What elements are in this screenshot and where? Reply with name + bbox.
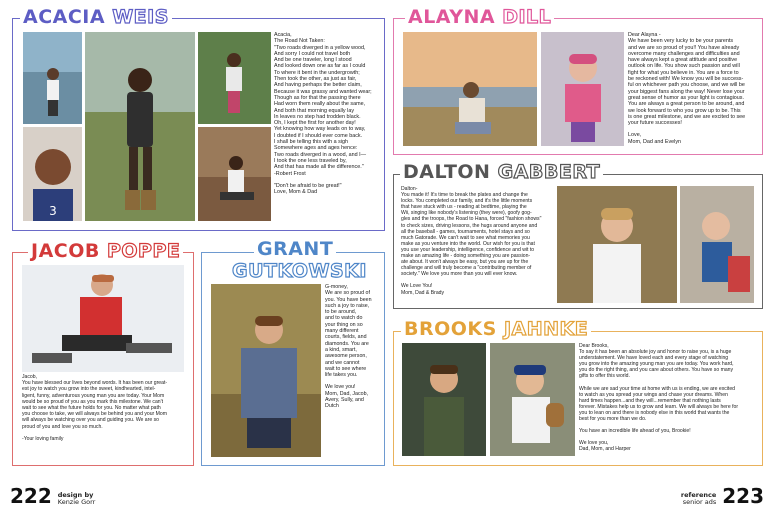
dalton-gabbert-name xyxy=(400,163,603,182)
alayna-photo-child xyxy=(541,32,624,146)
dalton-photo-senior xyxy=(557,186,677,303)
alayna-first-name: ALAYNA xyxy=(408,6,496,28)
alayna-letter-line: fight for what you believe in. You are a force to xyxy=(628,69,739,76)
right-credit-line2: senior ads xyxy=(682,498,717,506)
acacia-photo-field xyxy=(85,32,195,221)
alayna-letter-line: Mom, Dad and Evelyn xyxy=(628,138,682,145)
dalton-letter-line: challenge and will truly become a "contributing member of xyxy=(401,265,532,272)
grant-letter-line: Dutch xyxy=(325,403,339,410)
alayna-letter-line: great sense of humor as your light is contagious. xyxy=(628,94,744,101)
dalton-letter-line: make an amazing life - doing something you are passion- xyxy=(401,253,531,260)
dalton-letter xyxy=(401,186,553,306)
acacia-letter-line: In leaves no step had trodden black. xyxy=(274,113,361,120)
acacia-photo-dock xyxy=(198,127,271,221)
right-page-number: 223 xyxy=(722,484,764,508)
brooks-last-name: JAHNKE xyxy=(503,318,589,340)
jacob-letter-line: wait to see what the future holds for you. No matter what path xyxy=(22,405,161,412)
grant-last-name: GUTKOWSKI xyxy=(232,260,367,282)
alayna-letter-line: Dear Alayna - xyxy=(628,32,661,38)
jacob-letter-line: You have blessed our lives beyond words. It has been our great- xyxy=(22,380,168,387)
right-credit xyxy=(681,492,716,506)
brooks-jahnke-name xyxy=(401,320,591,339)
acacia-letter-line: Acacia, xyxy=(274,32,292,38)
jacob-poppe-name xyxy=(28,242,183,261)
brooks-letter-line: to watch as you spread your wings and chase your dreams. When xyxy=(579,391,728,398)
alayna-photo-lake xyxy=(403,32,537,146)
acacia-letter-line: The Road Not Taken: xyxy=(274,38,325,45)
jacob-last-name: POPPE xyxy=(106,240,181,262)
acacia-letter-line: And be one traveler, long I stood xyxy=(274,57,352,64)
alayna-letter-line: your biggest fans along the way! Never lose your xyxy=(628,88,745,95)
acacia-photo-beach xyxy=(23,32,82,124)
brooks-letter-line: forever. Mistakes help us to grow and learn. We will always be here for xyxy=(579,403,739,410)
grant-photo-senior xyxy=(211,284,321,457)
dalton-letter-line: you use your leadership, intelligence, confidence and wit to xyxy=(401,246,535,253)
acacia-letter-line: And sorry I could not travel both xyxy=(274,50,351,57)
grant-letter-line: to be around, xyxy=(325,309,357,316)
dalton-letter-line: make as you venture into the world. Our wish for you is that xyxy=(401,240,535,247)
jacob-letter xyxy=(22,374,192,462)
svg-text:3: 3 xyxy=(49,204,57,218)
brooks-letter-line: you do the right thing, and you care about others. You have so many xyxy=(579,367,734,374)
grant-letter-line: wait to see where xyxy=(325,365,367,372)
acacia-letter-line: And both that morning equally lay xyxy=(274,107,355,114)
jacob-letter-line: ligent, funny, adventurous young man you are today. Your Mom xyxy=(22,392,165,399)
jacob-letter-line: est joy to watch you grow into the sweet, kindhearted, intel- xyxy=(22,386,156,393)
grant-last-name-wrap xyxy=(229,262,370,281)
dalton-letter-line: that have stuck with us - reading at bedtime, playing the xyxy=(401,204,527,211)
grant-letter-line: Avery, Sully, and xyxy=(325,397,364,404)
brooks-letter-line: gifts to offer this world. xyxy=(579,373,630,380)
left-credit xyxy=(58,492,96,506)
acacia-letter-line: "Don't be afraid to be great!" xyxy=(274,182,342,189)
acacia-letter-line: I shall be telling this with a sigh xyxy=(274,139,349,146)
acacia-first-name: ACACIA xyxy=(23,6,106,28)
acacia-letter-line: Then took the other, as just as fair, xyxy=(274,76,357,83)
grant-first-name-wrap xyxy=(254,240,336,259)
brooks-letter-line: you to lean on and there is nobody else in this world that wants the xyxy=(579,409,730,416)
grant-letter-line: and we cannot xyxy=(325,359,360,366)
right-folio xyxy=(681,486,764,506)
dalton-letter-line: much Gatorade. We can't wait to see what memories you xyxy=(401,234,530,241)
acacia-letter-line: Though as for that the passing there xyxy=(274,94,361,101)
grant-letter-line: diamonds. You are xyxy=(325,340,369,347)
alayna-letter-line: ful on whichever path you choose, and we will be xyxy=(628,82,745,89)
alayna-letter-line: be reckoned with! We know you will be success- xyxy=(628,76,744,83)
right-credit-line1: reference xyxy=(680,491,717,499)
alayna-last-name: DILL xyxy=(502,6,552,28)
grant-letter-line: you. You have been xyxy=(325,296,372,303)
acacia-letter-line: Two roads diverged in a wood, and I— xyxy=(274,151,366,158)
acacia-letter-line: To where it bent in the undergrowth; xyxy=(274,69,360,76)
jacob-letter-line: will always be watching over you and guiding you. We are so xyxy=(22,417,159,424)
acacia-letter-line: Because it was grassy and wanted wear; xyxy=(274,88,372,95)
grant-letter-line: G-money, xyxy=(325,284,348,290)
acacia-letter-line: I doubted if I should ever come back. xyxy=(274,132,363,139)
grant-letter-line: awesome person, xyxy=(325,353,367,360)
jacob-letter-line: would be so proud of you as you mark this milestone. We can't xyxy=(22,398,164,405)
brooks-letter-line: We love you, xyxy=(579,440,609,447)
alayna-letter-line: is one great milestone, and we are excited to see xyxy=(628,113,746,120)
grant-letter-line: life takes you. xyxy=(325,372,358,379)
jacob-letter-line: Jacob, xyxy=(22,374,38,380)
grant-letter-line: many different xyxy=(325,328,359,335)
alayna-letter-line: we look forward to who you grow up to be. This xyxy=(628,107,741,114)
dalton-photo-child xyxy=(680,186,754,303)
left-folio xyxy=(10,486,95,506)
alayna-letter-line: We have been very lucky to be your parents xyxy=(628,38,734,45)
brooks-photo-senior xyxy=(402,343,486,456)
grant-letter-line: such a joy to raise, xyxy=(325,302,370,309)
brooks-photo-baseball xyxy=(490,343,575,456)
left-page-number: 222 xyxy=(10,484,52,508)
alayna-letter-line: outlook on life. You show such passion and will xyxy=(628,63,740,70)
jacob-photo-senior xyxy=(22,265,184,372)
grant-letter-line: a kind, smart, xyxy=(325,346,357,353)
acacia-photo-portrait xyxy=(23,127,82,221)
alayna-letter-line: Love, xyxy=(628,132,642,139)
grant-letter-line: your thing on so xyxy=(325,321,363,328)
dalton-letter-line: locks. You completed our family, and it's the little moments xyxy=(401,198,533,205)
alayna-letter xyxy=(628,32,761,150)
brooks-letter-line: You have an incredible life ahead of you, Brookie! xyxy=(579,428,691,435)
alayna-letter-line: and we are so proud of you!! You have already xyxy=(628,44,740,51)
brooks-letter-line: best for you more than we do. xyxy=(579,416,647,423)
brooks-letter-line: Dear Brooks, xyxy=(579,343,609,349)
acacia-letter-line: Somewhere ages and ages hence: xyxy=(274,145,358,152)
dalton-letter-line: to check sizes, driving lessons, the hugs around anyone and xyxy=(401,222,538,229)
dalton-last-name: GABBERT xyxy=(497,161,601,183)
acacia-letter-line: "Two roads diverged in a yellow wood, xyxy=(274,44,366,51)
acacia-letter-line: And having perhaps the better claim, xyxy=(274,82,362,89)
brooks-letter-line: you grow into the amazing young man you are today. You work hard, xyxy=(579,361,734,368)
acacia-letter-line: And that has made all the difference." xyxy=(274,164,364,171)
dalton-letter-line: We Love You! xyxy=(401,283,433,290)
alayna-dill-name xyxy=(405,8,554,27)
dalton-first-name: DALTON xyxy=(403,161,491,183)
alayna-letter-line: your future successes! xyxy=(628,120,682,127)
dalton-letter-line: Dalton- xyxy=(401,186,418,192)
dalton-letter-line: You made it! It's time to break the plates and change the xyxy=(401,192,528,199)
acacia-letter-line: Had worn them really about the same, xyxy=(274,101,366,108)
alayna-letter-line: have always kept a great attitude and positive xyxy=(628,57,738,64)
brooks-letter xyxy=(579,343,761,461)
grant-letter-line: courts, fields, and xyxy=(325,334,367,341)
dalton-letter-line: Wii, singing like nobody's listening (they were), goofy gog- xyxy=(401,210,532,217)
acacia-weis-name xyxy=(20,8,172,27)
brooks-letter-line: hard times happen...and they will...remember that nothing lasts xyxy=(579,397,721,404)
grant-first-name: GRANT xyxy=(257,238,334,260)
grant-letter-line: Mom, Dad, Jacob, xyxy=(325,390,368,397)
left-credit-line1: design by xyxy=(57,491,94,499)
brooks-first-name: BROOKS xyxy=(404,318,497,340)
left-credit-line2: Kenzie Gorr xyxy=(57,498,96,506)
brooks-letter-line: To say it has been an absolute joy and honor to raise you, is a huge xyxy=(579,349,732,356)
dalton-letter-line: society." We love you more than you will ever know. xyxy=(401,271,518,278)
acacia-letter-line: Yet knowing how way leads on to way, xyxy=(274,126,366,133)
jacob-first-name: JACOB xyxy=(31,240,100,262)
jacob-letter-line: you choose to take, we will always be behind you and your Mom xyxy=(22,411,167,418)
jacob-letter-line: -Your loving family xyxy=(22,435,64,442)
acacia-letter-line: And looked down one as far as I could xyxy=(274,63,366,70)
acacia-letter-line: Love, Mom & Dad xyxy=(274,189,318,196)
acacia-photo-garden xyxy=(198,32,271,124)
acacia-last-name: WEIS xyxy=(112,6,169,28)
grant-letter-line: and to watch do xyxy=(325,315,363,322)
brooks-letter-line: While we are sad your time at home with us is ending, we are excited xyxy=(579,385,735,392)
acacia-letter-line: Oh, I kept the first for another day! xyxy=(274,120,356,127)
dalton-letter-line: gles and the troops, the Road to Hana, forced "fashion shows" xyxy=(401,216,542,223)
brooks-letter-line: Dad, Mom, and Harper xyxy=(579,446,631,453)
jacob-letter-line: proud of you and love you so much. xyxy=(22,423,103,430)
dalton-letter-line: ate about. It won't always be easy, but you are up for the xyxy=(401,259,529,266)
alayna-letter-line: You are always a great person to be around, and xyxy=(628,101,745,108)
alayna-letter-line: overcome many challenges and difficulties and xyxy=(628,50,740,57)
brooks-letter-line: understatement. We have loved each and every stage of watching xyxy=(579,355,729,362)
dalton-letter-line: Mom, Dad & Brady xyxy=(401,289,445,296)
acacia-letter xyxy=(274,32,382,228)
grant-letter xyxy=(325,284,383,460)
dalton-letter-line: all the baseball - games, tournaments, hotel stays and so xyxy=(401,228,530,235)
acacia-letter-line: I took the one less traveled by, xyxy=(274,157,347,164)
acacia-letter-line: -Robert Frost xyxy=(274,170,306,177)
grant-letter-line: We love you! xyxy=(325,384,356,391)
grant-letter-line: We are so proud of xyxy=(325,290,370,297)
